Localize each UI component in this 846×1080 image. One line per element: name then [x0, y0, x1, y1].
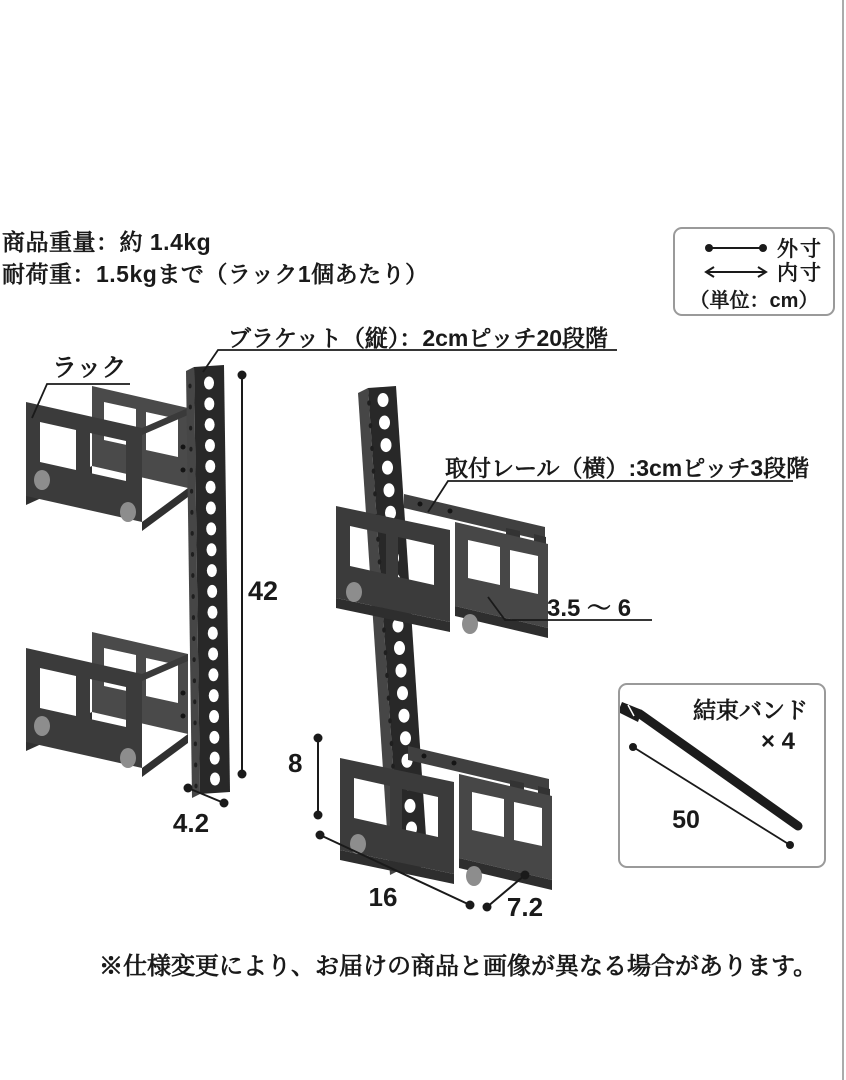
legend-row-inner	[685, 260, 823, 284]
inner-dimension-arrow-icon	[704, 265, 768, 279]
legend-outer-label: 外寸	[777, 238, 823, 261]
spec-weight: 商品重量：約 1.4kg	[2, 229, 212, 255]
cable-tie-name: 結束バンド	[693, 697, 808, 723]
rack-callout-label: ラック	[52, 354, 127, 382]
callout-leader-lines	[32, 350, 793, 620]
dim-line-8	[314, 734, 323, 820]
left-assembly	[26, 365, 230, 798]
spec-load: 耐荷重：1.5kgまで（ラック1個あたり）	[2, 261, 429, 287]
bracket-vertical-left	[186, 365, 230, 798]
cable-tie-box	[618, 683, 826, 868]
bracket-leader-line	[203, 350, 617, 372]
disclaimer-note: ※仕様変更により、お届けの商品と画像が異なる場合があります。	[99, 953, 818, 980]
cable-tie-label-block	[693, 695, 808, 757]
bracket-callout-label: ブラケット（縦）：2cmピッチ20段階	[228, 325, 609, 351]
dim-line-42	[238, 371, 247, 779]
rail-callout-label: 取付レール（横）:3cmピッチ3段階	[445, 455, 810, 481]
dim-value-rack-depth: 7.2	[506, 892, 544, 922]
dim-value-bracket-depth: 4.2	[172, 808, 210, 838]
page-edge-divider	[842, 0, 844, 1080]
clearance-callout-label: 3.5 〜 6	[547, 595, 632, 622]
legend-unit-label: （単位：cm）	[689, 290, 819, 312]
cable-tie-quantity: × 4	[760, 728, 795, 755]
dim-value-rack-width: 16	[368, 882, 398, 912]
spec-text-block	[2, 226, 429, 290]
outer-dimension-arrow-icon	[704, 241, 768, 255]
legend-box	[673, 227, 835, 316]
dim-value-bracket-height: 42	[248, 576, 279, 606]
dim-value-rack-height: 8	[288, 748, 303, 778]
dim-value-cable-tie-length: 50	[672, 806, 700, 834]
rail-leader-line	[428, 481, 793, 512]
legend-inner-label: 内寸	[777, 262, 823, 285]
